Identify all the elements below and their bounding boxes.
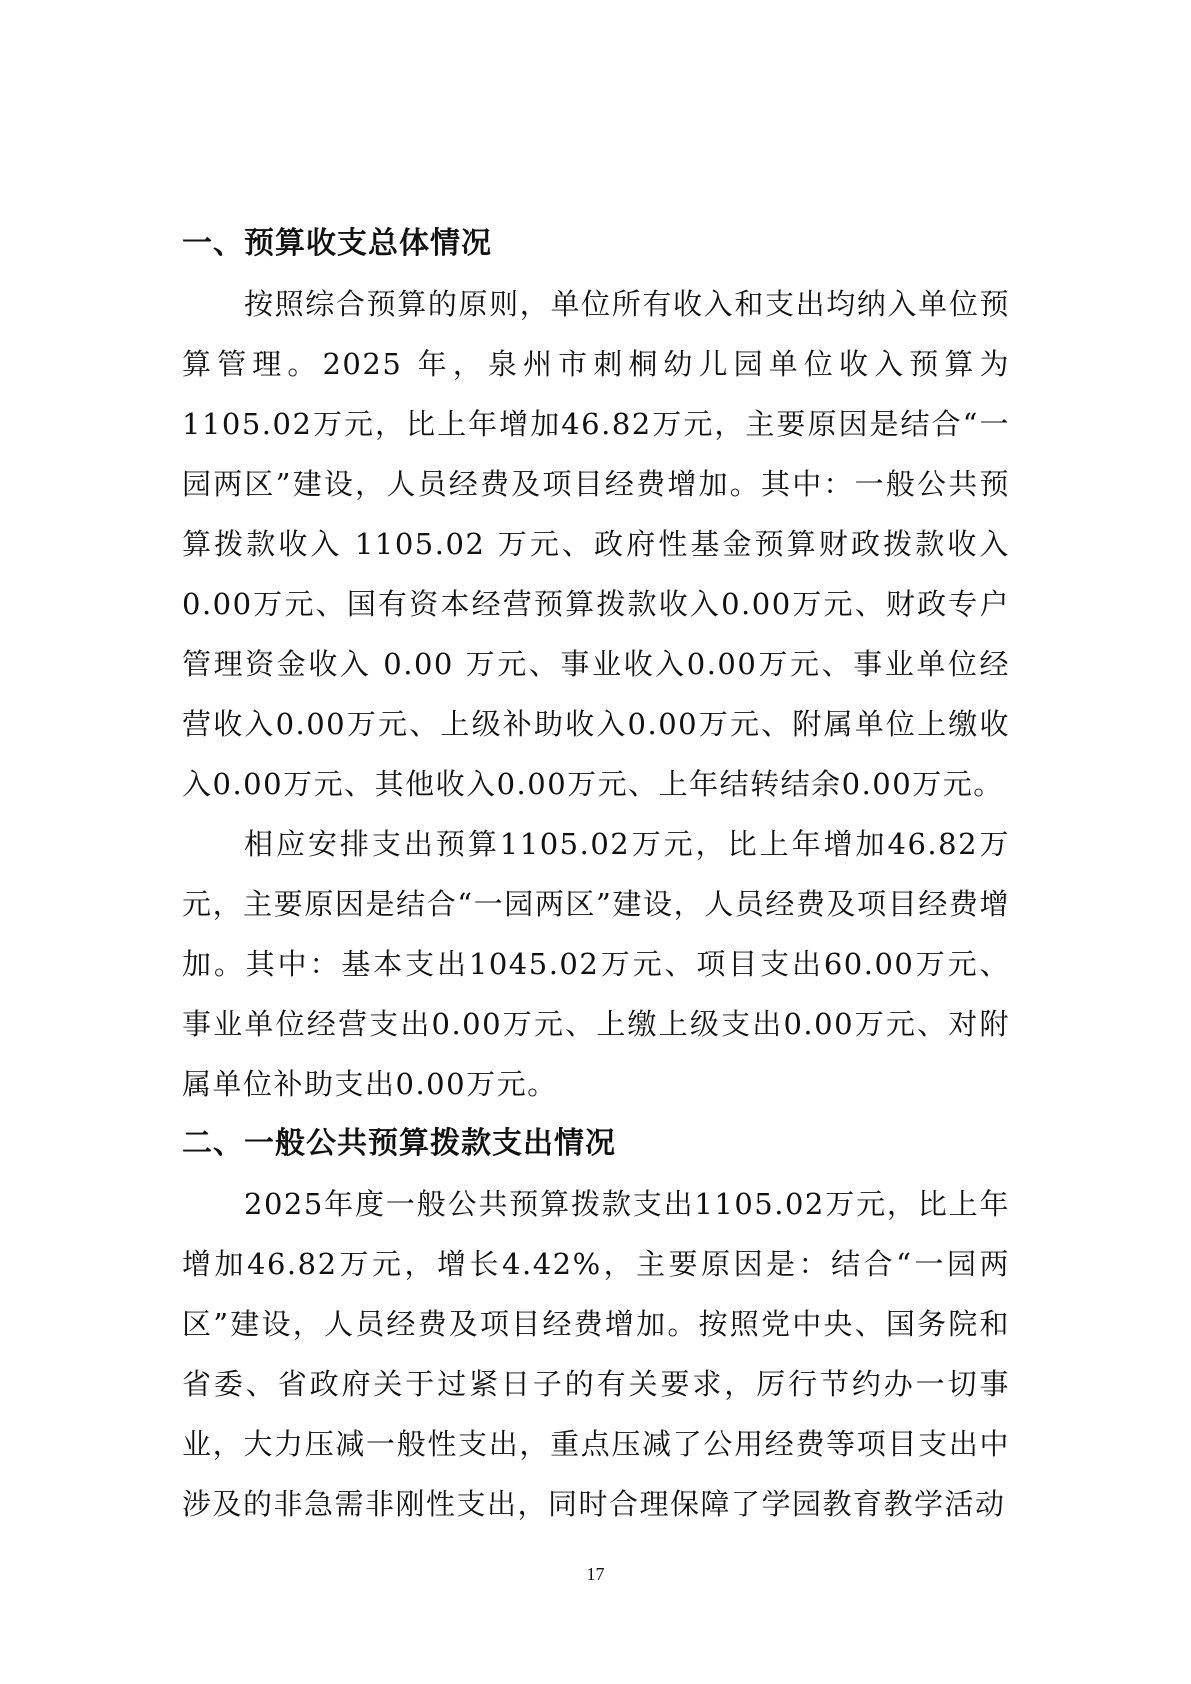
section-1-heading: 一、预算收支总体情况: [182, 226, 492, 261]
section-1-paragraph-2: 相应安排支出预算1105.02万元，比上年增加46.82万元，主要原因是结合“一园两区”建设，人员经费及项目经费增加。其中：基本支出1045.02万元、项目支出60.00万元、事业单位经营支出0.00万元、上缴上级支出0.00万元、对附属单位补助支出0.00万元。: [182, 827, 1010, 1101]
section-1-paragraph-1: 按照综合预算的原则，单位所有收入和支出均纳入单位预算管理。2025 年，泉州市刺桐幼儿园单位收入预算为1105.02万元，比上年增加46.82万元，主要原因是结合“一园两区”建设，人员经费及项目经费增加。其中：一般公共预算拨款收入 1105.02 万元、政府性基金预算财政拨款收入0.00万元、国有资本经营预算拨款收入0.00万元、财政专户管理资金收入 0.00 万元、事业收入0.00万元、事业单位经营收入0.00万元、上级补助收入0.00万元、附属单位上缴收入0.00万元、其他收入0.00万元、上年结转结余0.00万元。: [182, 287, 1010, 801]
section-2-heading: 二、一般公共预算拨款支出情况: [182, 1126, 616, 1161]
page-content: [182, 214, 1010, 1534]
page-number: 17: [586, 1564, 605, 1584]
section-2-paragraph-1: 2025年度一般公共预算拨款支出1105.02万元，比上年增加46.82万元，增长4.42%，主要原因是：结合“一园两区”建设，人员经费及项目经费增加。按照党中央、国务院和省委、省政府关于过紧日子的有关要求，厉行节约办一切事业，大力压减一般性支出，重点压减了公用经费等项目支出中涉及的非急需非刚性支出，同时合理保障了学园教育教学活动: [182, 1187, 1010, 1521]
